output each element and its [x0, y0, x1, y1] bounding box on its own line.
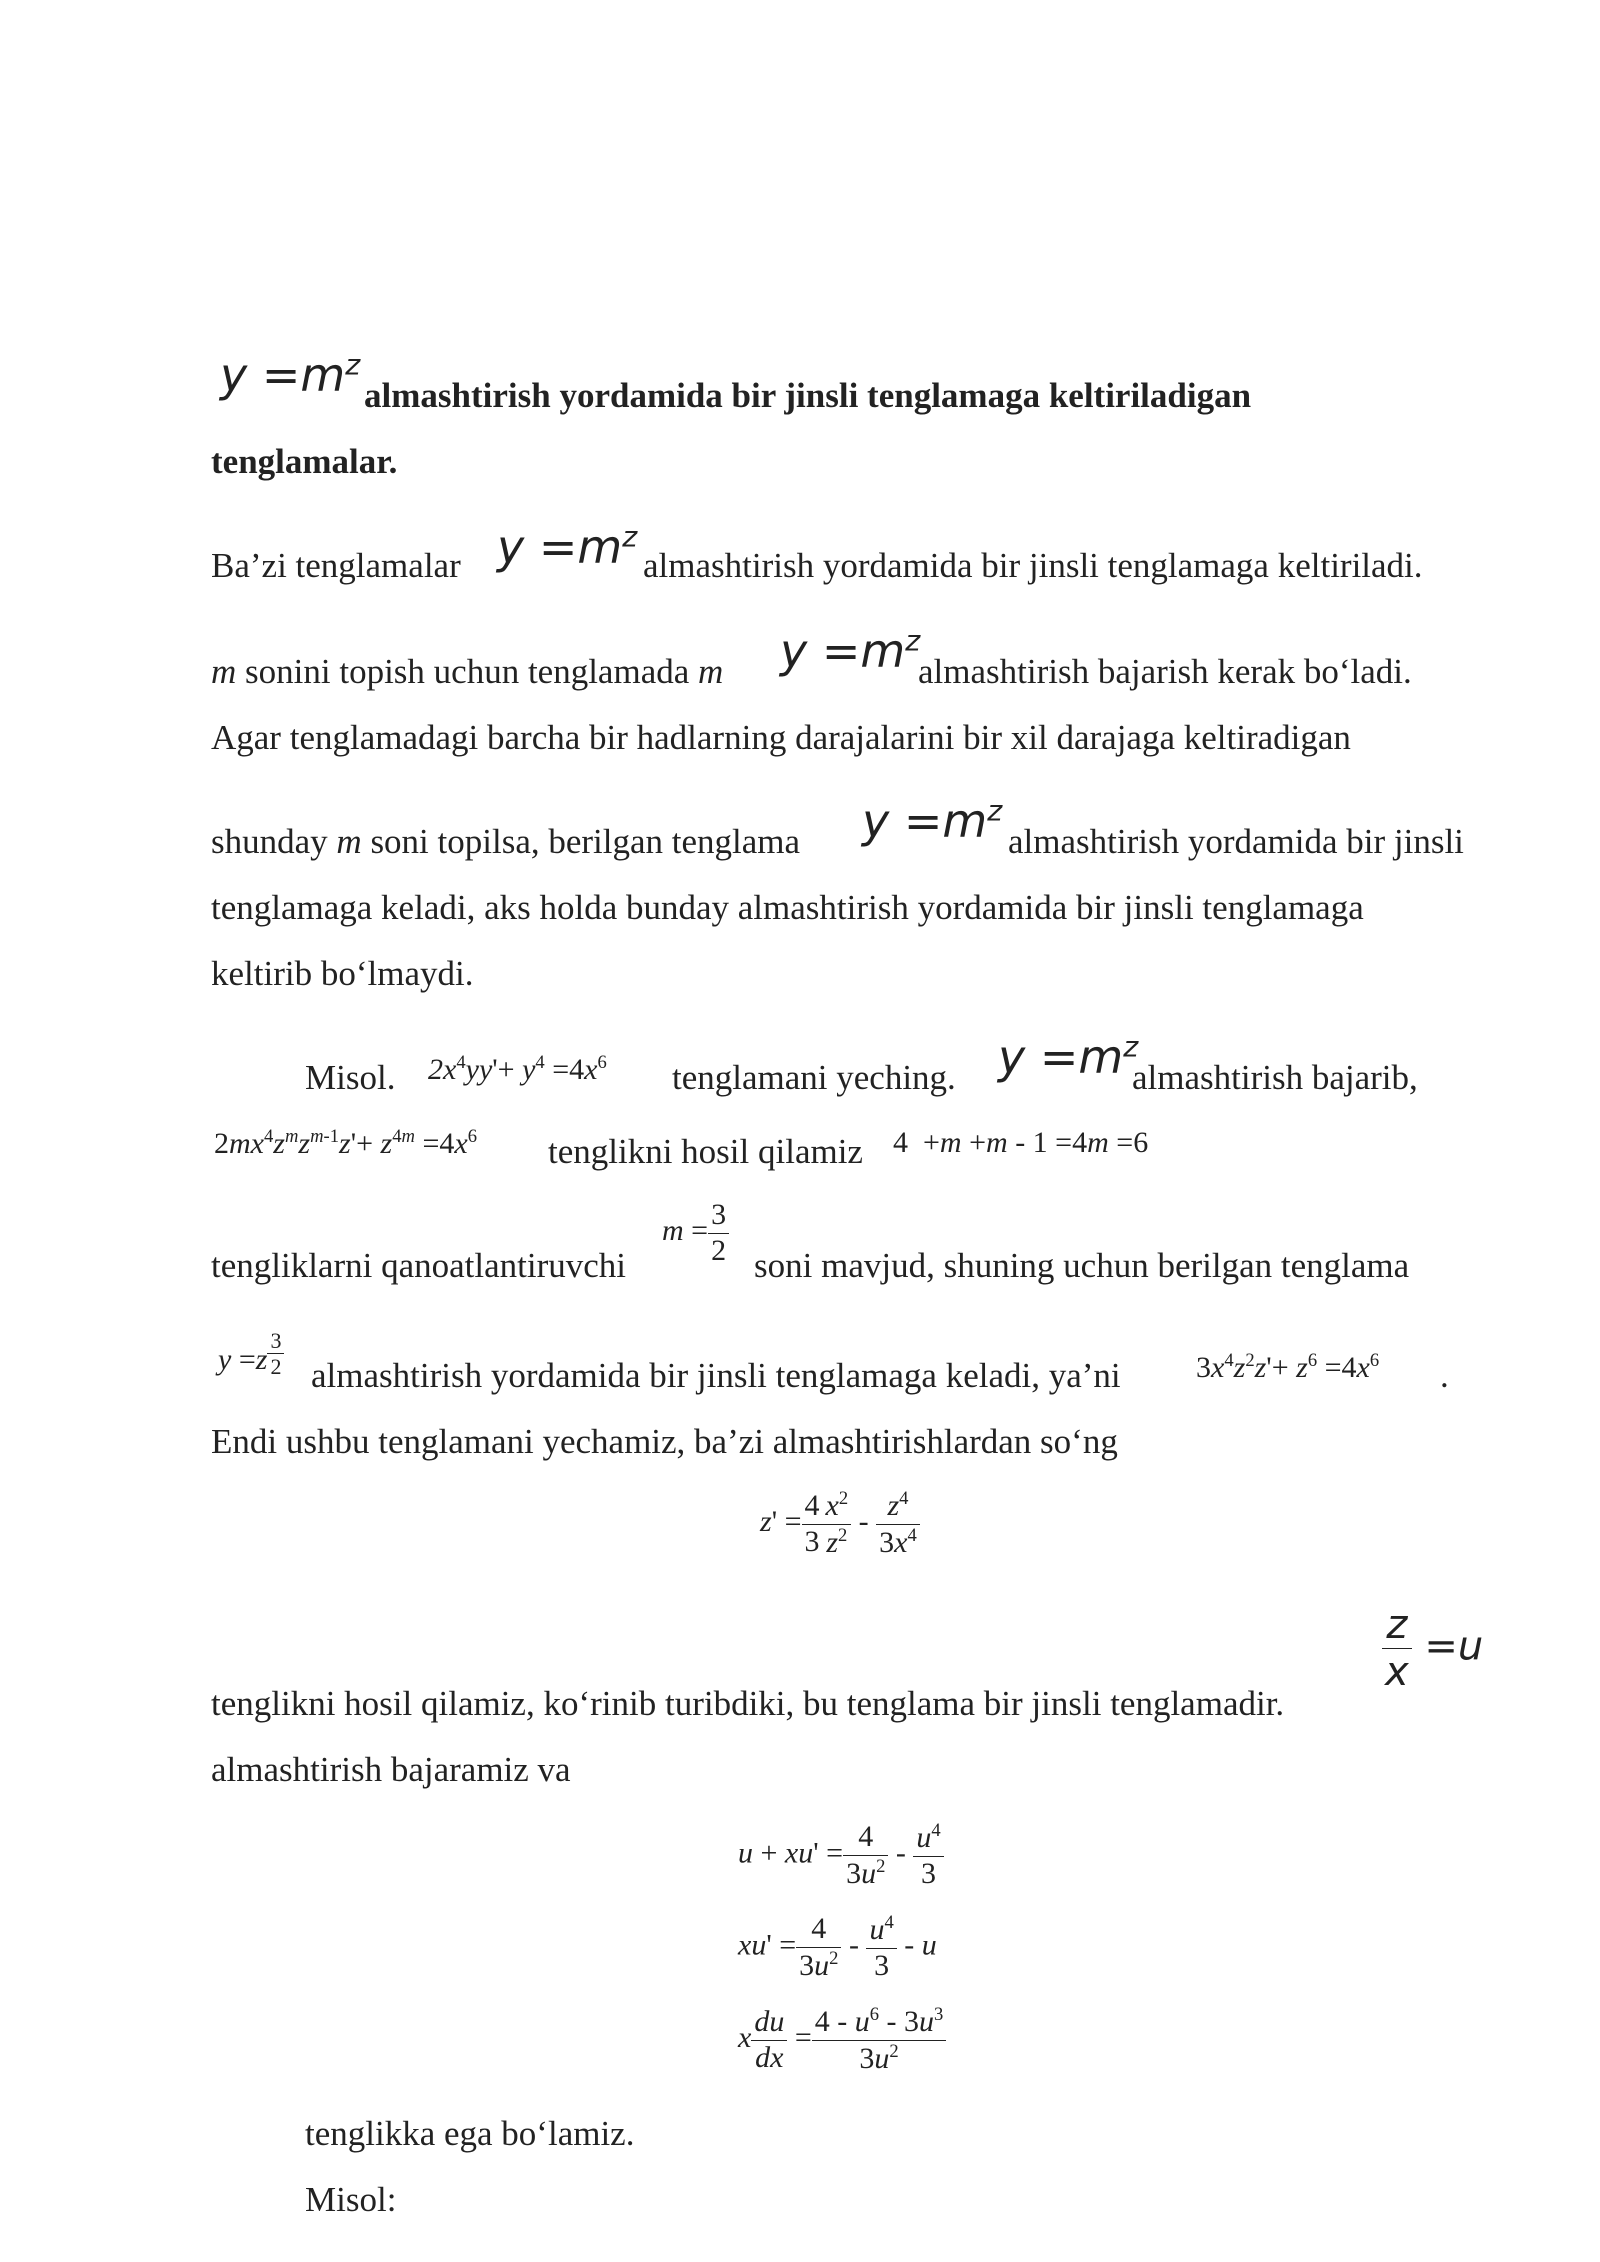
paragraph-text: sonini topish uchun tenglamada: [245, 652, 690, 691]
example-label: Misol.: [305, 1058, 396, 1097]
paragraph-text: keltirib bo‘lmaydi.: [211, 954, 474, 993]
paragraph-text: [211, 652, 723, 692]
formula-y-m-z: $y =m^z$: [862, 794, 1003, 848]
heading-text-line2: tenglamalar.: [211, 442, 398, 481]
equation-a: u + xu' = $\frac{4}{3u^2}$ - $\frac{u^4}{3}$: [738, 1820, 944, 1891]
paragraph-text: almashtirish bajarish kerak bo‘ladi.: [918, 652, 1412, 691]
var-m: m: [698, 652, 724, 691]
paragraph-text: Endi ushbu tenglamani yechamiz, ba’zi almashtirishlardan so‘ng: [211, 1422, 1118, 1461]
paragraph-text: tengliklarni qanoatlantiruvchi: [211, 1246, 627, 1285]
paragraph-text: soni mavjud, shuning uchun berilgan tenglama: [754, 1246, 1410, 1285]
equation-b: xu' = $\frac{4}{3u^2}$ - $\frac{u^4}{3}$ - u: [738, 1912, 937, 1982]
equation-derived: z' = $\frac{4}{3}$ $\frac{x^2}{z^2}$ - $\frac{z^4}{3x^4}$: [760, 1488, 920, 1560]
equation-substituted: $2mx^4z^mz^{m-1}z'+ z^{4m} =4x^6$: [214, 1126, 478, 1160]
paragraph-text: tenglikni hosil qilamiz, ko‘rinib turibdiki, bu tenglama bir jinsli tenglamadir.: [211, 1684, 1285, 1723]
paragraph-text: [211, 822, 800, 862]
equation-original: $2x^4yy'+ y^4 =4x^6$: [428, 1052, 607, 1086]
paragraph-text: tenglikka ega bo‘lamiz.: [305, 2114, 635, 2153]
paragraph-text: tenglamani yeching.: [672, 1058, 956, 1097]
var-m: m: [211, 652, 237, 691]
formula-y-m-z: $y =m^z$: [780, 624, 921, 678]
paragraph-text: almashtirish yordamida bir jinsli tenglamaga keladi, ya’ni: [311, 1356, 1121, 1395]
heading-formula: $y =m^z$: [220, 348, 361, 402]
formula-y-m-z: $y =m^z$: [998, 1030, 1139, 1084]
var-m: m: [336, 822, 362, 861]
paragraph-text: .: [1440, 1356, 1449, 1395]
paragraph-text: soni topilsa, berilgan tenglama: [370, 822, 801, 861]
equation-subst-z: y =z $^{\frac{3}{2}}$: [218, 1328, 284, 1380]
paragraph-text: almashtirish yordamida bir jinsli tenglamaga keltiriladi.: [643, 546, 1423, 585]
equation-homogeneous: $3x^4z^2z'+ z^6 =4x^6$: [1196, 1350, 1380, 1384]
heading-text-line1: almashtirish yordamida bir jinsli tenglamaga keltiriladigan: [364, 376, 1252, 415]
paragraph-text: shunday: [211, 822, 328, 861]
equation-condition: 4 +m +m - 1 =4m =6: [893, 1126, 1149, 1159]
formula-y-m-z: $y =m^z$: [497, 520, 638, 574]
paragraph-text: almashtirish bajarib,: [1132, 1058, 1418, 1097]
paragraph-text: tenglikni hosil qilamiz: [548, 1132, 863, 1171]
equation-m-value: m = $\frac{3}{2}$: [662, 1198, 729, 1268]
paragraph-text: Agar tenglamadagi barcha bir hadlarning darajalarini bir xil darajaga keltiradigan: [211, 718, 1351, 757]
paragraph-text: almashtirish yordamida bir jinsli: [1008, 822, 1464, 861]
paragraph-text: almashtirish bajaramiz va: [211, 1750, 571, 1789]
equation-u-subst: $\frac{z}{x}$ =u: [1382, 1602, 1483, 1695]
equation-c: x $\frac{du}{dx}$ = $\frac{4 - u^6 - 3u^3}{3u^2}$: [738, 2004, 946, 2076]
paragraph-text: tenglamaga keladi, aks holda bunday almashtirish yordamida bir jinsli tenglamaga: [211, 888, 1364, 927]
paragraph-text: Ba’zi tenglamalar: [211, 546, 461, 585]
example-label: Misol:: [305, 2180, 397, 2219]
